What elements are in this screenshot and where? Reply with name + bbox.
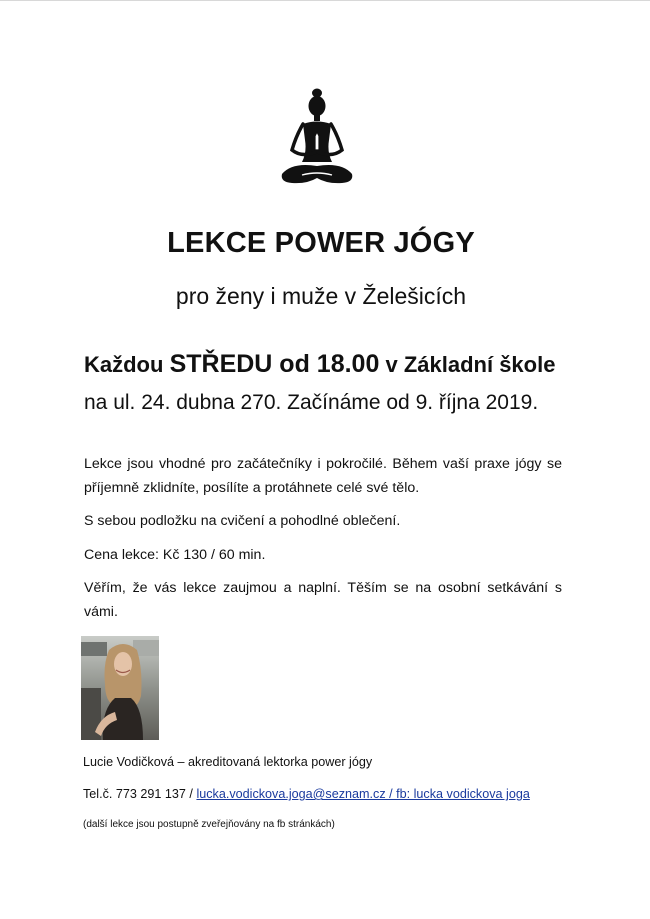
description-paragraph: Lekce jsou vhodné pro začátečníky i pokročilé. Během vaší praxe jógy se příjemně zklidníte, posílíte a protáhnete celé své tělo. <box>84 456 562 496</box>
schedule-suffix: v Základní škole <box>385 352 556 377</box>
footnote: (další lekce jsou postupně zveřejňovány na fb stránkách) <box>83 819 335 830</box>
address-line: na ul. 24. dubna 270. Začínáme od 9. října 2019. <box>84 391 539 414</box>
signature-line: Lucie Vodičková – akreditovaná lektorka power jógy <box>83 755 373 769</box>
page-title: LEKCE POWER JÓGY <box>167 227 475 259</box>
closing-paragraph: Věřím, že vás lekce zaujmou a naplní. Těším se na osobní setkávání s vámi. <box>84 580 562 620</box>
price-paragraph: Cena lekce: Kč 130 / 60 min. <box>84 547 266 563</box>
schedule-prefix: Každou <box>84 352 164 377</box>
page-subtitle: pro ženy i muže v Želešicích <box>175 283 467 309</box>
contact-link[interactable]: lucka.vodickova.joga@seznam.cz / fb: lucka vodickova joga <box>196 787 530 801</box>
contact-line <box>83 787 530 801</box>
page-edge <box>0 0 650 1</box>
yoga-meditation-icon <box>272 86 362 190</box>
instructor-photo <box>81 636 159 740</box>
phone-text: Tel.č. 773 291 137 / <box>83 787 197 801</box>
schedule-line <box>84 350 604 379</box>
schedule-day: STŘEDU od 18.00 <box>169 350 380 378</box>
equipment-paragraph: S sebou podložku na cvičení a pohodlné oblečení. <box>84 513 401 529</box>
